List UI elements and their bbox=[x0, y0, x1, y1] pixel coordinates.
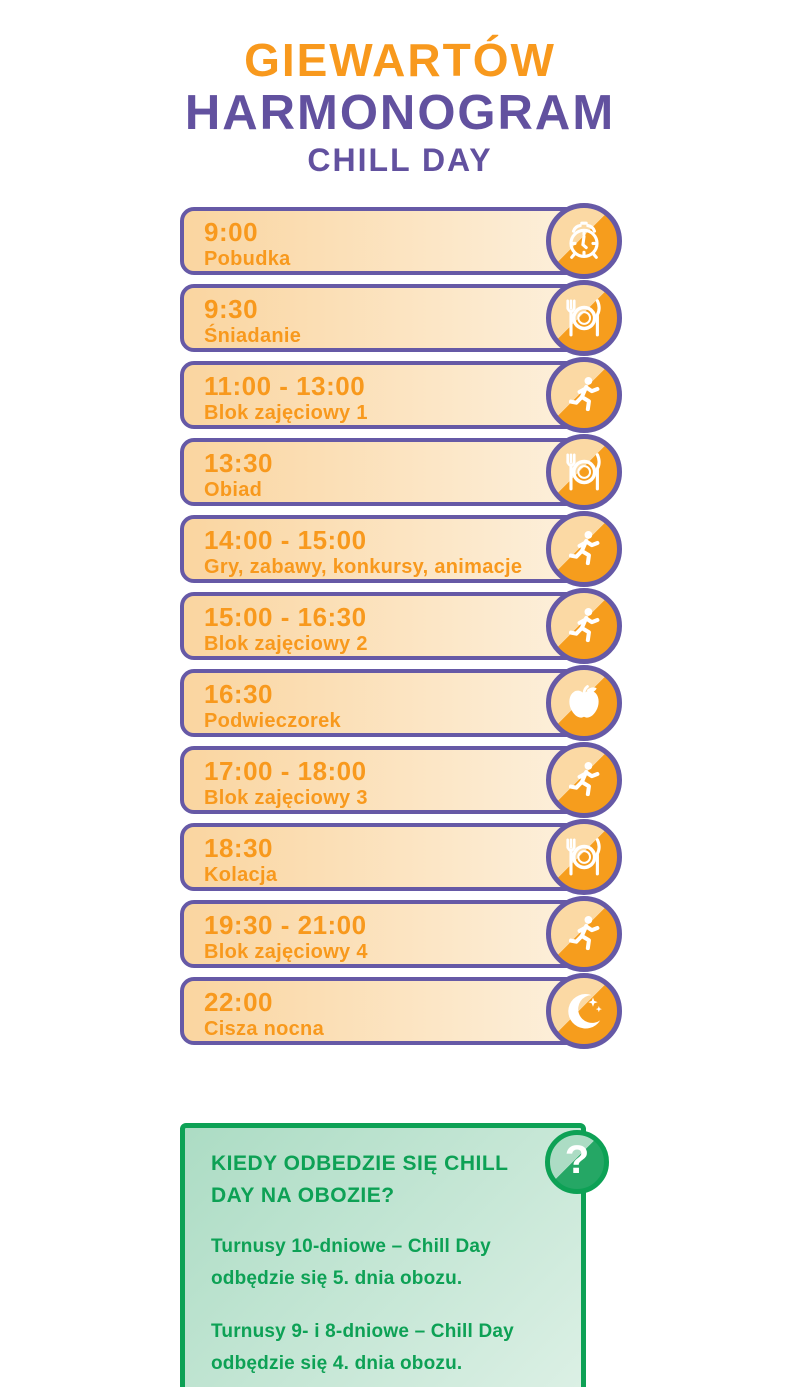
alarm-clock-icon bbox=[562, 219, 606, 263]
schedule-label: Kolacja bbox=[204, 863, 278, 886]
schedule-bar bbox=[180, 361, 598, 429]
schedule-icon-badge bbox=[546, 434, 622, 510]
schedule-bar bbox=[180, 284, 598, 352]
schedule-icon-badge bbox=[546, 511, 622, 587]
schedule-time: 16:30 bbox=[204, 679, 273, 709]
schedule-label: Pobudka bbox=[204, 247, 291, 270]
schedule-bar bbox=[180, 823, 598, 891]
schedule-row bbox=[180, 284, 622, 352]
schedule-label: Cisza nocna bbox=[204, 1017, 324, 1040]
schedule-icon-badge bbox=[546, 665, 622, 741]
schedule-time: 13:30 bbox=[204, 448, 273, 478]
runner-icon bbox=[562, 604, 606, 648]
schedule-label: Blok zajęciowy 2 bbox=[204, 632, 368, 655]
schedule-bar bbox=[180, 515, 598, 583]
schedule-label: Gry, zabawy, konkursy, animacje bbox=[204, 555, 523, 578]
meal-plate-icon bbox=[562, 450, 606, 494]
schedule-icon-badge bbox=[546, 203, 622, 279]
info-box-heading: KIEDY ODBEDZIE SIĘ CHILL DAY NA OBOZIE? bbox=[211, 1152, 509, 1207]
schedule-list bbox=[180, 207, 622, 1054]
info-paragraph-2: Turnusy 9- i 8-dniowe – Chill Day odbędzie się 4. dnia obozu. bbox=[211, 1320, 514, 1374]
schedule-time: 22:00 bbox=[204, 987, 273, 1017]
runner-icon bbox=[562, 912, 606, 956]
schedule-row bbox=[180, 900, 622, 968]
schedule-label: Blok zajęciowy 4 bbox=[204, 940, 368, 963]
info-box bbox=[180, 1123, 590, 1387]
schedule-bar bbox=[180, 669, 598, 737]
apple-icon bbox=[562, 681, 606, 725]
schedule-row bbox=[180, 592, 622, 660]
question-icon-badge bbox=[545, 1130, 609, 1194]
schedule-bar bbox=[180, 207, 598, 275]
schedule-row bbox=[180, 361, 622, 429]
schedule-label: Obiad bbox=[204, 478, 263, 501]
schedule-label: Podwieczorek bbox=[204, 709, 341, 732]
schedule-time: 15:00 - 16:30 bbox=[204, 602, 367, 632]
title-location: GIEWARTÓW bbox=[244, 34, 556, 86]
schedule-icon-badge bbox=[546, 742, 622, 818]
schedule-time: 9:30 bbox=[204, 294, 259, 324]
schedule-time: 17:00 - 18:00 bbox=[204, 756, 367, 786]
schedule-bar bbox=[180, 592, 598, 660]
runner-icon bbox=[562, 527, 606, 571]
schedule-icon-badge bbox=[546, 357, 622, 433]
schedule-row bbox=[180, 207, 622, 275]
schedule-row bbox=[180, 977, 622, 1045]
schedule-icon-badge bbox=[546, 896, 622, 972]
meal-plate-icon bbox=[562, 296, 606, 340]
schedule-row bbox=[180, 515, 622, 583]
schedule-icon-badge bbox=[546, 973, 622, 1049]
title-event: CHILL DAY bbox=[307, 142, 493, 179]
schedule-bar bbox=[180, 977, 598, 1045]
moon-icon bbox=[562, 989, 606, 1033]
question-mark-icon: ? bbox=[564, 1138, 590, 1182]
schedule-row bbox=[180, 438, 622, 506]
schedule-label: Blok zajęciowy 1 bbox=[204, 401, 368, 424]
info-paragraph-1: Turnusy 10-dniowe – Chill Day odbędzie się 5. dnia obozu. bbox=[211, 1236, 491, 1290]
schedule-time: 9:00 bbox=[204, 217, 259, 247]
runner-icon bbox=[562, 373, 606, 417]
schedule-icon-badge bbox=[546, 588, 622, 664]
schedule-icon-badge bbox=[546, 819, 622, 895]
schedule-label: Blok zajęciowy 3 bbox=[204, 786, 368, 809]
schedule-label: Śniadanie bbox=[204, 324, 302, 347]
meal-plate-icon bbox=[562, 835, 606, 879]
schedule-bar bbox=[180, 746, 598, 814]
schedule-time: 18:30 bbox=[204, 833, 273, 863]
title-schedule: HARMONOGRAM bbox=[184, 86, 616, 141]
schedule-row bbox=[180, 823, 622, 891]
schedule-time: 19:30 - 21:00 bbox=[204, 910, 367, 940]
schedule-row bbox=[180, 746, 622, 814]
schedule-icon-badge bbox=[546, 280, 622, 356]
schedule-time: 11:00 - 13:00 bbox=[204, 371, 366, 401]
schedule-bar bbox=[180, 900, 598, 968]
schedule-row bbox=[180, 669, 622, 737]
runner-icon bbox=[562, 758, 606, 802]
schedule-bar bbox=[180, 438, 598, 506]
poster-header bbox=[0, 0, 800, 180]
schedule-time: 14:00 - 15:00 bbox=[204, 525, 367, 555]
